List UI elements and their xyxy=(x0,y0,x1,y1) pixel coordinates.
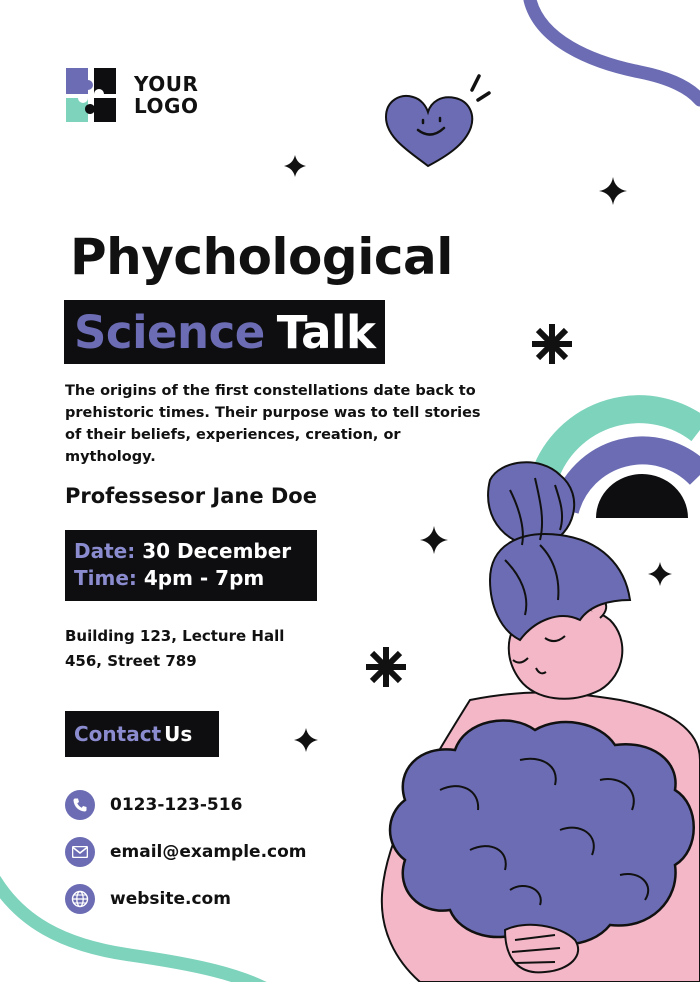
time-row xyxy=(74,565,317,592)
time-label: Time: xyxy=(74,566,137,590)
address-line2: 456, Street 789 xyxy=(65,652,197,670)
title-word-talk: Talk xyxy=(276,305,376,359)
date-label: Date: xyxy=(74,539,136,563)
website-url[interactable]: website.com xyxy=(110,889,231,909)
time-value: 4pm - 7pm xyxy=(143,566,265,590)
date-row xyxy=(74,538,317,565)
email-row[interactable] xyxy=(65,837,307,867)
logo-line1: YOUR xyxy=(134,72,199,96)
website-row[interactable] xyxy=(65,884,231,914)
logo xyxy=(62,64,198,126)
address xyxy=(65,624,284,674)
email-address[interactable]: email@example.com xyxy=(110,842,307,862)
top-right-swoosh xyxy=(530,0,700,100)
logo-text xyxy=(134,73,198,117)
sparkle-icon xyxy=(420,526,448,554)
phone-number[interactable]: 0123-123-516 xyxy=(110,795,243,815)
us-word: Us xyxy=(164,722,193,746)
globe-icon xyxy=(65,884,95,914)
description: The origins of the first constellations date back to prehistoric times. Their purpose was to tell stories of their beliefs, experiences, creation, or mythology. xyxy=(65,383,481,465)
phone-icon xyxy=(65,790,95,820)
address-line1: Building 123, Lecture Hall xyxy=(65,627,285,645)
phone-row[interactable] xyxy=(65,790,242,820)
date-value: 30 December xyxy=(142,539,292,563)
speaker-name: Professesor Jane Doe xyxy=(65,484,317,508)
sparkle-icon xyxy=(294,728,318,752)
sparkle-icon xyxy=(284,155,306,177)
logo-line2: LOGO xyxy=(134,94,199,118)
half-moon xyxy=(596,474,688,518)
asterisk-icon xyxy=(532,324,572,364)
contact-word: Contact xyxy=(74,722,162,746)
asterisk-icon xyxy=(366,647,406,687)
schedule-box xyxy=(65,530,317,601)
title-word-science: Science xyxy=(74,305,265,359)
email-icon xyxy=(65,837,95,867)
contact-heading xyxy=(65,711,219,757)
sparkle-icon xyxy=(648,562,672,586)
title-line1: Phychological xyxy=(70,228,453,286)
heart-icon xyxy=(386,76,489,166)
title-box xyxy=(64,300,385,364)
brain-puzzle-icon xyxy=(62,64,120,126)
sparkle-icon xyxy=(599,177,627,205)
